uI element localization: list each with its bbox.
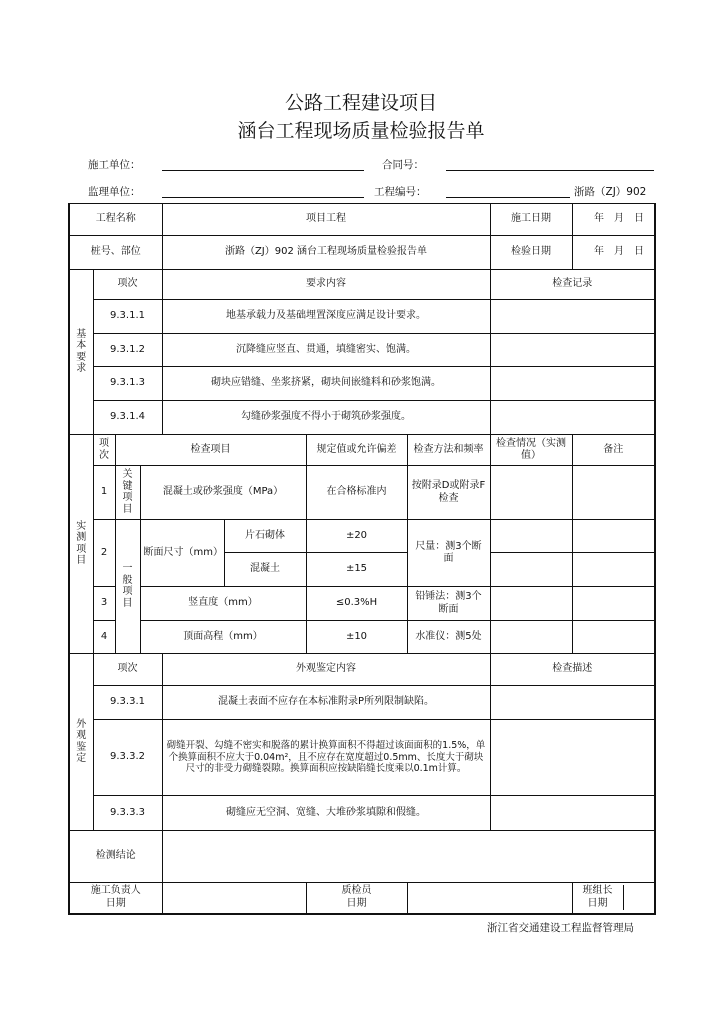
conclusion-label: 检测结论	[69, 831, 162, 883]
appearance-row-text: 砌缝开裂、勾缝不密实和脱落的累计换算面积不得超过该面面积的1.5%，单个换算面积不应大于0.04m²，且不应存在宽度超过0.5mm、长度大于砌块尺寸的非受力砌缝裂隙。换算面积应按缺陷缝长度乘以0.1m计算。	[162, 720, 490, 796]
construction-unit-field[interactable]	[162, 170, 364, 171]
form-code: 浙路（ZJ）902	[574, 186, 647, 198]
appearance-row-text: 混凝土表面不应存在本标准附录P所列限制缺陷。	[162, 686, 490, 720]
measured-row-no: 3	[93, 587, 115, 621]
station-value: 浙路（ZJ）902 涵台工程现场质量检验报告单	[162, 236, 490, 270]
measured-row-no: 2	[93, 520, 115, 587]
basic-col-item: 项次	[93, 270, 162, 300]
inspection-table	[68, 203, 656, 915]
appearance-col-content: 外观鉴定内容	[162, 654, 490, 686]
basic-row-code: 9.3.1.4	[93, 401, 162, 435]
page-title: 公路工程建设项目	[284, 92, 437, 114]
project-no-label: 工程编号：	[374, 186, 427, 198]
appearance-col-desc: 检查描述	[490, 654, 655, 686]
appearance-row-desc[interactable]	[490, 720, 655, 796]
basic-section-label: 基本要求	[69, 270, 93, 435]
project-no-field[interactable]	[446, 197, 570, 198]
measured-row-spec: 在合格标准内	[306, 466, 407, 520]
measured-row-spec: ≤0.3%H	[306, 587, 407, 621]
inspection-date-value[interactable]: 年 月 日	[572, 236, 655, 270]
project-name-label: 工程名称	[69, 204, 162, 236]
measured-row-note[interactable]	[572, 621, 655, 654]
measured-row-result[interactable]	[490, 520, 572, 553]
measured-row-item: 混凝土或砂浆强度（MPa）	[140, 466, 306, 520]
measured-row-note[interactable]	[572, 553, 655, 587]
measured-col-method: 检查方法和频率	[407, 435, 490, 466]
issuer-note: 浙江省交通建设工程监督管理局	[487, 922, 634, 934]
appearance-col-item: 项次	[93, 654, 162, 686]
measured-col-result: 检查情况（实测值）	[490, 435, 572, 466]
measured-section-label: 实测项目	[69, 435, 93, 654]
supervision-unit-field[interactable]	[162, 197, 364, 198]
measured-row-result[interactable]	[490, 587, 572, 621]
qc-label: 质检员 日期	[306, 883, 407, 914]
appearance-row-desc[interactable]	[490, 796, 655, 831]
measured-col-no: 项次	[93, 435, 115, 466]
appearance-row-code: 9.3.3.1	[93, 686, 162, 720]
basic-row-code: 9.3.1.3	[93, 367, 162, 401]
measured-col-item: 检查项目	[115, 435, 306, 466]
construction-date-label: 施工日期	[490, 204, 572, 236]
measured-row-item: 顶面高程（mm）	[140, 621, 306, 654]
basic-col-record: 检查记录	[490, 270, 655, 300]
measured-row-no: 4	[93, 621, 115, 654]
construction-lead-label: 施工负责人 日期	[69, 883, 162, 914]
basic-row-text: 勾缝砂浆强度不得小于砌筑砂浆强度。	[162, 401, 490, 435]
measured-row-item: 断面尺寸（mm）	[140, 520, 224, 587]
measured-row-subitem: 片石砌体	[224, 520, 306, 553]
team-lead-sign[interactable]	[624, 885, 655, 910]
basic-row-text: 地基承载力及基础埋置深度应满足设计要求。	[162, 300, 490, 334]
team-lead-label: 班组长 日期	[573, 885, 624, 910]
basic-col-requirement: 要求内容	[162, 270, 490, 300]
measured-col-spec: 规定值或允许偏差	[306, 435, 407, 466]
basic-row-code: 9.3.1.1	[93, 300, 162, 334]
appearance-row-code: 9.3.3.2	[93, 720, 162, 796]
appearance-row-text: 砌缝应无空洞、宽缝、大堆砂浆填隙和假缝。	[162, 796, 490, 831]
measured-row-method: 铅锤法：测3个断面	[407, 587, 490, 621]
qc-sign[interactable]	[407, 883, 572, 914]
measured-row-spec: ±15	[306, 553, 407, 587]
measured-row-note[interactable]	[572, 466, 655, 520]
construction-unit-label: 施工单位：	[88, 159, 141, 171]
measured-row-no: 1	[93, 466, 115, 520]
page-subtitle: 涵台工程现场质量检验报告单	[237, 120, 485, 142]
inspection-date-label: 检验日期	[490, 236, 572, 270]
station-label: 桩号、部位	[69, 236, 162, 270]
appearance-row-desc[interactable]	[490, 686, 655, 720]
project-name-value: 项目工程	[162, 204, 490, 236]
measured-row-method: 按附录D或附录F检查	[407, 466, 490, 520]
construction-lead-sign[interactable]	[162, 883, 306, 914]
measured-row-spec: ±20	[306, 520, 407, 553]
basic-row-text: 沉降缝应竖直、贯通，填缝密实、饱满。	[162, 334, 490, 367]
measured-row-result[interactable]	[490, 621, 572, 654]
basic-row-record[interactable]	[490, 334, 655, 367]
measured-row-item: 竖直度（mm）	[140, 587, 306, 621]
measured-row-note[interactable]	[572, 587, 655, 621]
key-items-label: 关键项目	[115, 466, 140, 520]
measured-col-note: 备注	[572, 435, 655, 466]
contract-no-label: 合同号：	[382, 159, 424, 171]
appearance-section-label: 外观鉴定	[69, 654, 93, 831]
appearance-row-code: 9.3.3.3	[93, 796, 162, 831]
basic-row-record[interactable]	[490, 401, 655, 435]
measured-row-result[interactable]	[490, 553, 572, 587]
basic-row-record[interactable]	[490, 367, 655, 401]
basic-row-record[interactable]	[490, 300, 655, 334]
construction-date-value[interactable]: 年 月 日	[572, 204, 655, 236]
measured-row-method: 水准仪：测5处	[407, 621, 490, 654]
measured-row-note[interactable]	[572, 520, 655, 553]
measured-row-result[interactable]	[490, 466, 572, 520]
general-items-label: 一般项目	[115, 520, 140, 654]
team-lead-cell	[572, 883, 655, 914]
conclusion-value[interactable]	[162, 831, 655, 883]
basic-row-code: 9.3.1.2	[93, 334, 162, 367]
supervision-unit-label: 监理单位：	[88, 186, 141, 198]
measured-row-method: 尺量：测3个断面	[407, 520, 490, 587]
measured-row-spec: ±10	[306, 621, 407, 654]
measured-row-subitem: 混凝土	[224, 553, 306, 587]
contract-no-field[interactable]	[446, 170, 654, 171]
basic-row-text: 砌块应错缝、坐浆挤紧，砌块间嵌缝料和砂浆饱满。	[162, 367, 490, 401]
